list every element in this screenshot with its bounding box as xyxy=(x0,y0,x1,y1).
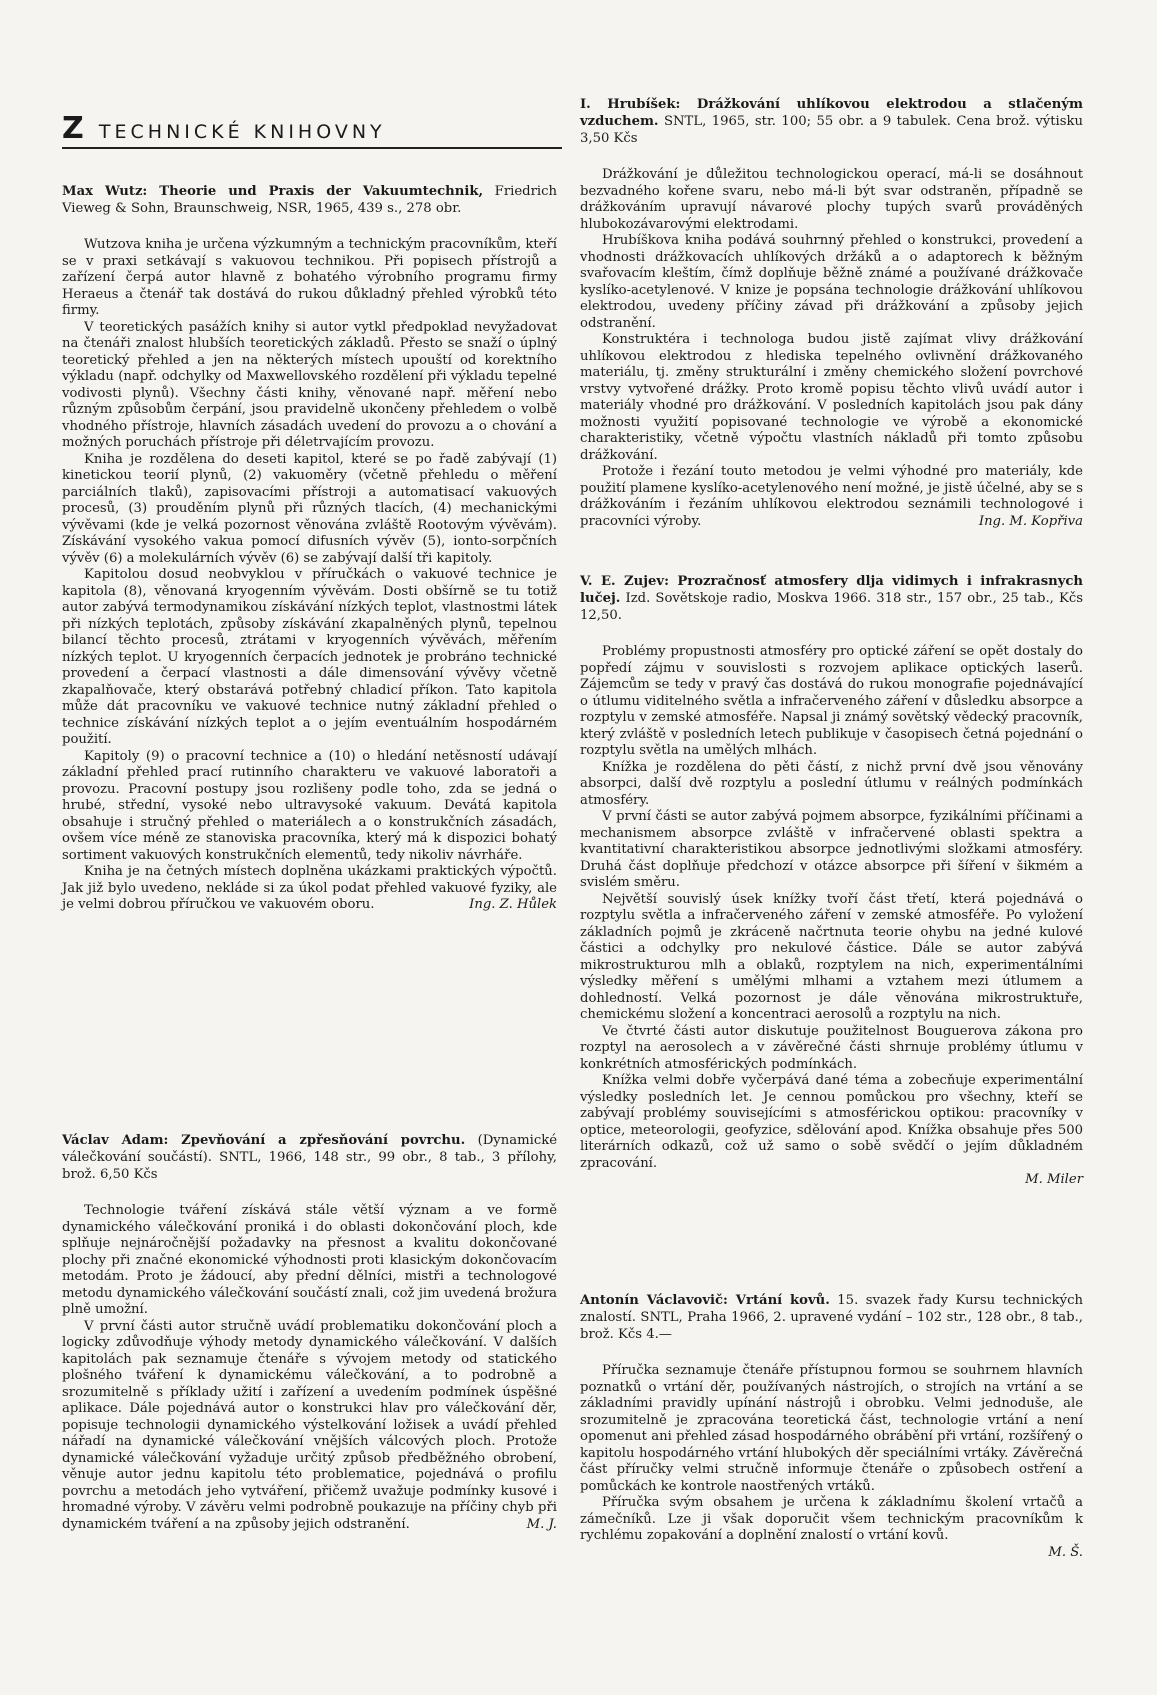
review-details: (Dynamické válečkování součástí). SNTL, 1966, 148 str., 99 obr., 8 tab., 3 přílohy, brož. 6,50 Kčs xyxy=(62,1133,557,1182)
review-paragraph: Hrubíškova kniha podává souhrnný přehled o konstrukci, provedení a vhodnosti drážkovacích uhlíkových držáků a o adaptorech k běžným svařovacím kleštím, čímž doplňuje běžně známé a používané drážkovače kyslíko-acetylenové. V knize je popsána technologie drážkování uhlíkovou elektrodou, uvedeny příčiny závad při drážkování a způsoby jejich odstranění. xyxy=(580,233,1083,331)
review-paragraph: Drážkování je důležitou technologickou operací, má-li se dosáhnout bezvadného kořene svaru, nebo má-li být svar odstraněn, případně se drážkováním upravují návarové plochy tupých svarů prováděných hlubokozávarovými elektrodami. xyxy=(580,167,1083,232)
review-signature: M. Miler xyxy=(1025,1172,1083,1187)
review-paragraph: Příručka seznamuje čtenáře přístupnou formou se souhrnem hlavních poznatků o vrtání děr, používaných nástrojích, o strojích na vrtání a se základními pravidly upínání nástrojů i obrobku. Velmi jednoduše, ale srozumitelně je zpracována teoretická část, technologie vrtání a není opomenut ani přehled zásad hospodárného obrábění při vrtání, rozšířený o kapitolu hospodárného vrtání hlubokých děr speciálními vrtáky. Závěrečná část příručky velmi stručně informuje čtenáře o způsobech ostření a pomůckách ke kontrole naostřených vrtáků. xyxy=(580,1363,1083,1494)
review-details: SNTL, 1965, str. 100; 55 obr. a 9 tabulek. Cena brož. výtisku 3,50 Kčs xyxy=(580,114,1083,146)
review-vaclavovic xyxy=(580,1292,1083,1561)
section-title-initial: Z xyxy=(62,111,84,146)
review-author-title: Max Wutz: Theorie und Praxis der Vakuumtechnik, xyxy=(62,184,484,199)
review-details: 15. svazek řady Kursu technických znalostí. SNTL, Praha 1966, 2. upravené vydání – 102 str., 128 obr., 8 tab., brož. Kčs 4.— xyxy=(580,1293,1083,1342)
section-title-rest: TECHNICKÉ KNIHOVNY xyxy=(98,121,386,143)
review-paragraph: Knížka velmi dobře vyčerpává dané téma a zobecňuje experimentální výsledky posledních let. Je cennou pomůckou pro všechny, kteří se zabývají problémy souvisejícími s atmosférickou optikou: pracovníky v optice, meteorologii, geofyzice, sdělování apod. Knížka obsahuje přes 500 literárních odkazů, což už samo o sobě svědčí o jejím důkladném zpracování. xyxy=(580,1073,1083,1171)
section-title xyxy=(62,108,557,146)
review-signature: M. J. xyxy=(526,1516,557,1532)
review-zujev xyxy=(580,573,1083,1189)
review-heading xyxy=(62,1132,557,1183)
review-details: Friedrich Vieweg & Sohn, Braunschweig, NSR, 1965, 439 s., 278 obr. xyxy=(62,184,557,216)
review-signature: Ing. Z. Hůlek xyxy=(469,897,557,912)
review-heading xyxy=(580,1292,1083,1343)
review-paragraph: Ve čtvrté části autor diskutuje použitelnost Bouguerova zákona pro rozptyl na aerosolech a v závěrečné části shrnuje problémy útlumu v konkrétních atmosférických podmínkách. xyxy=(580,1023,1083,1072)
review-author-title: Antonín Václavovič: Vrtání kovů. xyxy=(580,1293,830,1308)
review-hrubisek xyxy=(580,96,1083,530)
review-paragraph: V první části se autor zabývá pojmem absorpce, fyzikálními příčinami a mechanismem absorpce zvláště v infračervené oblasti spektra a kvantitativní charakteristikou absorpce jednotlivými složkami atmosféry. Druhá část doplňuje předchozí v otázce absorpce při šíření v šikmém a svislém směru. xyxy=(580,809,1083,890)
review-paragraph: Kniha je rozdělena do deseti kapitol, které se po řadě zabývají (1) kinetickou teorií plynů, (2) vakuoměry (včetně přehledu o měření parciálních tlaků), zapisovacími přístroji a automatisací vakuových procesů, (3) prouděním plynů při různých tlacích, (4) mechanickými vývěvami (kde je velká pozornost věnována zvláště Rootovým vývěvám). Získávání vysokého vakua pomocí difusních vývěv (5), ionto-sorpčních vývěv (6) a molekulárních vývěv (6) se zabývají další tři kapitoly. xyxy=(62,451,557,566)
review-paragraph: Problémy propustnosti atmosféry pro optické záření se opět dostaly do popředí zájmu v souvislosti s rozvojem aplikace optických laserů. Zájemcům se tedy v pravý čas dostává do rukou monografie pojednávající o útlumu viditelného světla a infračerveného záření v důsledku absorpce a rozptylu v zemské atmosféře. Napsal ji známý sovětský vědecký pracovník, který zvláště v posledních letech publikuje v časopisech četná pojednání o rozptylu světla na umělých mlhách. xyxy=(580,644,1083,758)
review-paragraph: V teoretických pasážích knihy si autor vytkl předpoklad nevyžadovat na čtenáři znalost hlubších teoretických základů. Přesto se snaží o úplný teoretický přehled a jen na některých místech upouští od korektního výkladu (např. odchylky od Maxwellovského rozdělení při výkladu tepelné vodivosti plynů). Všechny části knihy, věnované např. měření nebo různým způsobům čerpání, jsou pravidelně ukončeny přehledem o volbě vhodného přístroje, hlavních zásadách uvedení do provozu a o chování a možných poruchách přístroje při déletrvajícím provozu. xyxy=(62,319,557,450)
review-paragraph: Největší souvislý úsek knížky tvoří část třetí, která pojednává o rozptylu světla a infračerveného záření v zemské atmosféře. Po vyložení základních pojmů je zkráceně načrtnuta teorie ohybu na jedné kulové částici a odchylky pro nekulové částice. Dále se autor zabývá mikrostrukturou mlh a oblaků, rozptylem na nich, experimentálními výsledky měření s umělými mlhami a vztahem mezi útlumem a dohledností. Velká pozornost je dále věnována mikrostruktuře, chemickému složení a koncentraci aerosolů a rozptylu na nich. xyxy=(580,891,1083,1022)
section-title-rule xyxy=(62,147,562,149)
review-paragraph: Kniha je na četných místech doplněna ukázkami praktických výpočtů. Jak již bylo uvedeno, nekláde si za úkol podat přehled vakuové fyziky, ale je velmi dobrou příručkou ve vakuovém oboru. xyxy=(62,864,557,912)
review-author-title: V. E. Zujev: Prozračnosť atmosfery dlja vidimych i infrakrasnych lučej. xyxy=(580,574,1083,606)
review-paragraph: Protože i řezání touto metodou je velmi výhodné pro materiály, kde použití plamene kyslíko-acetylenového není možné, je jistě účelné, aby se s drážkováním i řezáním uhlíkovou elektrodou seznámili technologové i pracovníci výroby. xyxy=(580,464,1083,529)
review-paragraph: Kapitoly (9) o pracovní technice a (10) o hledání netěsností udávají základní přehled prací rutinního charakteru ve vakuové laboratoři a provozu. Pracovní postupy jsou rozlišeny podle toho, zda se jedná o hrubé, střední, vysoké nebo ultravysoké vakuum. Devátá kapitola obsahuje i stručný přehled o materiálech a o konstrukčních zásadách, ovšem více méně ze stanoviska pracovníka, který má k dispozici bohatý sortiment vakuových konstrukčních elementů, tedy nikoliv návrháře. xyxy=(62,748,557,863)
review-heading xyxy=(580,96,1083,147)
review-paragraph: Technologie tváření získává stále větší význam a ve formě dynamického válečkování proniká i do oblasti dokončování ploch, kde splňuje nejnáročnější požadavky na přesnost a kvalitu dokončované plochy při značné ekonomické výhodnosti proti klasickým dokončovacím metodám. Proto je žádoucí, aby přední dělníci, mistři a technologové metodu dynamického válečkování součástí znali, což jim uvedená brožura plně umožní. xyxy=(62,1203,557,1317)
review-paragraph: Wutzova kniha je určena výzkumným a technickým pracovníkům, kteří se v praxi setkávají s vakuovou technikou. Při popisech přístrojů a zařízení čerpá autor hlavně z bohatého výrobního programu firmy Heraeus a čtenář tak dostává do rukou důkladný přehled výrobků této firmy. xyxy=(62,237,557,318)
review-heading xyxy=(62,183,557,217)
review-paragraph: Knížka je rozdělena do pěti částí, z nichž první dvě jsou věnovány absorpci, další dvě rozptylu a poslední útlumu v reálných podmínkách atmosféry. xyxy=(580,759,1083,808)
review-details: Izd. Sovětskoje radio, Moskva 1966. 318 str., 157 obr., 25 tab., Kčs 12,50. xyxy=(580,591,1083,623)
review-signature: Ing. M. Kopřiva xyxy=(978,513,1083,529)
review-paragraph: Konstruktéra i technologa budou jistě zajímat vlivy drážkování uhlíkovou elektrodou z hlediska tepelného ovlivnění drážkovaného materiálu, tj. změny strukturální i změny chemického složení povrchové vrstvy vytvořené drážky. Proto kromě popisu těchto vlivů uvádí autor i materiály vhodné pro drážkování. V posledních kapitolách jsou pak dány možnosti využití popisované technologie ve výrobě a ekonomické charakteristiky, včetně výpočtu vlastních nákladů při tomto způsobu drážkování. xyxy=(580,332,1083,463)
review-paragraph: Kapitolou dosud neobvyklou v příručkách o vakuové technice je kapitola (8), věnovaná kryogenním vývěvám. Dosti obšírně se tu totiž autor zabývá termodynamikou získávání nízkých teplot, vlastnostmi látek při nízkých teplotách, způsoby získávání zkapalněných plynů, tepelnou bilancí těchto procesů, ztrátami v kryogenních vývěvách, měřením nízkých teplot. U kryogenních čerpacích jednotek je probráno technické provedení a čerpací vlastnosti a dále dimensování vývěvy včetně zkapalňovače, který obstarává potřebný chladicí příkon. Tato kapitola může dát pracovníku ve vakuové technice nutný základní přehled o technice získávání nízkých teplot a o jejím eventuálním hospodárném použití. xyxy=(62,567,557,747)
review-author-title: Václav Adam: Zpevňování a zpřesňování povrchu. xyxy=(62,1133,466,1148)
review-adam xyxy=(62,1132,557,1533)
review-paragraph: V první části autor stručně uvádí problematiku dokončování ploch a logicky zdůvodňuje výhody metody dynamického válečkování. V dalších kapitolách pak seznamuje čtenáře s vývojem metody od statického plošného tváření k dynamickému válečkování, a to podrobně a srozumitelně s příklady užití i zařízení a uvedením podmínek úspěšné aplikace. Dále pojednává autor o konstrukci hlav pro válečkování děr, popisuje technologii dynamického výstelkování ložisek a uvádí přehled nářadí na dynamické válečkování vnějších válcových ploch. Protože dynamické válečkování vyžaduje určitý způsob předběžného obrobení, věnuje autor jednu kapitolu této problematice, pojednává o profilu povrchu a metodách jeho vytváření, přičemž uvažuje podmínky kusové i hromadné výroby. V závěru velmi podrobně poukazuje na příčiny chyb při dynamickém tváření a na způsoby jejich odstranění. xyxy=(62,1318,557,1532)
review-heading xyxy=(580,573,1083,624)
review-paragraph: Příručka svým obsahem je určena k základnímu školení vrtačů a zámečníků. Lze ji však doporučit všem technickým pracovníkům k rychlému zopakování a doplnění znalostí o vrtání kovů. xyxy=(580,1495,1083,1543)
review-signature: M. Š. xyxy=(1048,1544,1083,1560)
review-author-title: I. Hrubíšek: Drážkování uhlíkovou elektrodou a stlačeným vzduchem. xyxy=(580,97,1083,129)
review-wutz xyxy=(62,183,557,914)
